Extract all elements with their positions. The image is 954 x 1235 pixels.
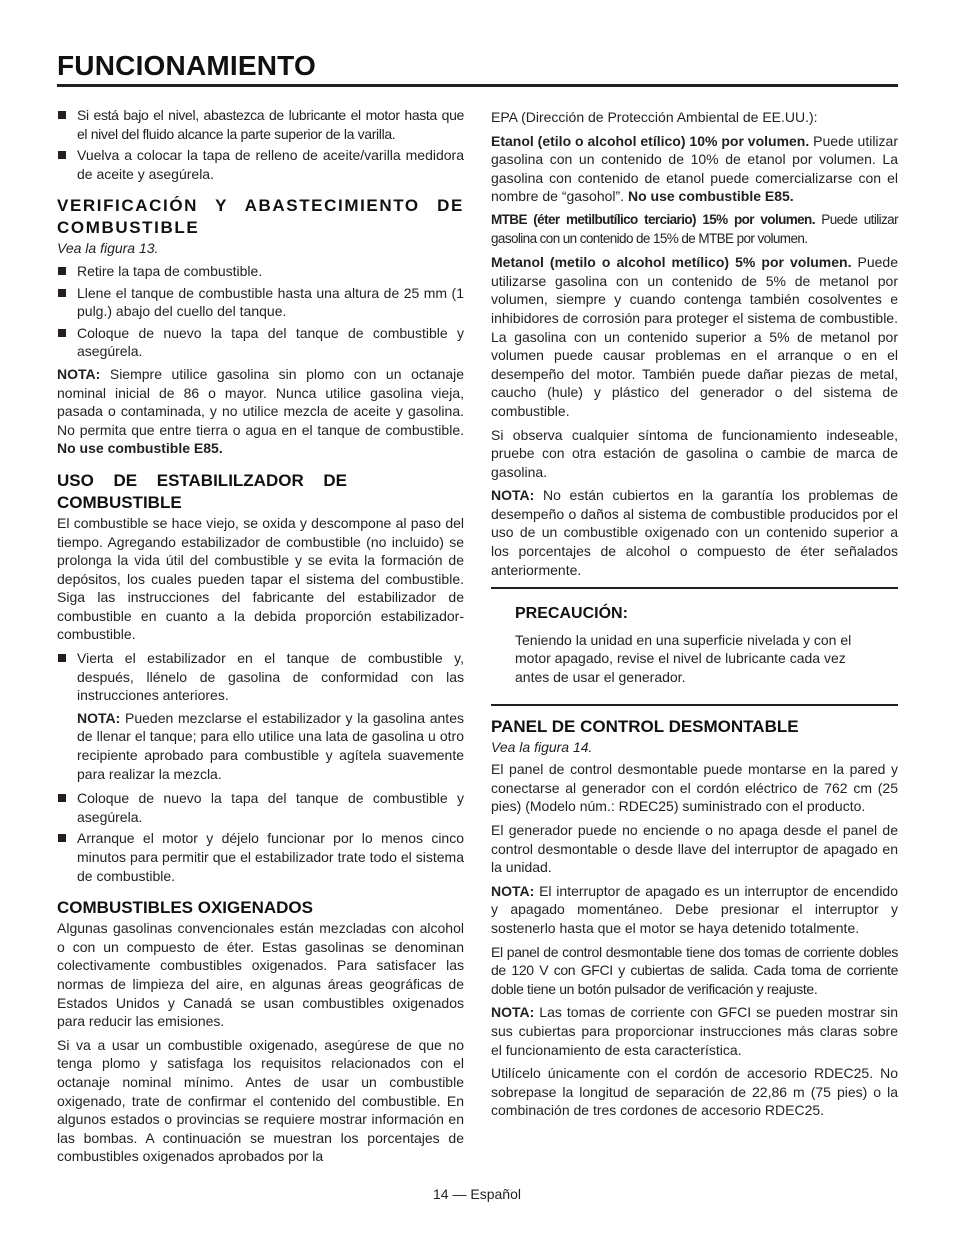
fuel-section bbox=[57, 195, 464, 458]
panel-paragraph: Utilícelo únicamente con el cordón de accesorio RDEC25. No sobrepase la longitud de separación de 22,86 m (75 pies) o la combinación de tres cordones de accesorio RDEC25. bbox=[491, 1065, 898, 1119]
note-label: NOTA: bbox=[57, 365, 101, 382]
bullet-square-icon bbox=[58, 151, 66, 159]
section-heading: PANEL DE CONTROL DESMONTABLE bbox=[491, 716, 799, 736]
figure-reference: Vea la figura 14. bbox=[491, 738, 593, 755]
note-label: NOTA: bbox=[491, 882, 535, 899]
bullet-square-icon bbox=[58, 111, 66, 119]
oxygenated-paragraph: Si va a usar un combustible oxigenado, asegúrese de que no tenga plomo y satisfaga los requisitos relacionados con el octanaje nominal mínimo. Antes de usar un combustible oxigenado, trate de confirmar el contenido del combustible. En algunos estados o provincias se requiere mostrar información en las bombas. A continuación se muestran los porcentajes de combustibles oxigenados aprobados por la bbox=[57, 1036, 464, 1165]
list-item bbox=[57, 106, 464, 143]
bullet-square-icon bbox=[58, 834, 66, 842]
note-text: El interruptor de apagado es un interruptor de encendido y apagado momentáneo. Debe presionar el interruptor y sostenerlo hasta que el motor se haya detenido totalmente. bbox=[491, 882, 898, 936]
list-item bbox=[57, 789, 464, 826]
bullet-text: Retire la tapa de combustible. bbox=[77, 262, 263, 279]
ethanol-paragraph bbox=[491, 132, 898, 206]
oxygenated-section bbox=[57, 897, 464, 1166]
oxygenated-paragraph: Algunas gasolinas convencionales están mezcladas con alcohol o con un compuesto de éter. Estas gasolinas se denominan colectivamente combustibles oxigenados. Para satisfacer las normas de limpieza del aire, en algunas áreas geográficas de Estados Unidos y Canadá se usan combustibles oxigenados para reducir las emisiones. bbox=[57, 920, 464, 1030]
stabilizer-intro: El combustible se hace viejo, se oxida y descompone al paso del tiempo. Agregando estabilizador de combustible (no incluido) se prolonga la vida útil del combustible y se evita la formación de depósitos, los cuales pueden tapar el sistema del combustible. Siga las instrucciones del fabricante del estabilizador de combustible en cuanto a la debida proporción estabilizador-combustible. bbox=[57, 514, 464, 643]
caution-bottom-rule bbox=[491, 704, 898, 706]
methanol-text: Puede utilizarse gasolina con un contenido de 5% de metanol por volumen, siempre y cuando contenga también cosolventes e inhibidores de corrosión para proteger el sistema de combustible. La gasolina con un contenido superior a 5% de metanol por volumen puede causar problemas en el arranque o en el desempeño del motor. También puede dañar piezas de metal, caucho (hule) y plástico del generador o del sistema de combustible. bbox=[491, 254, 898, 419]
figure-reference: Vea la figura 13. bbox=[57, 240, 159, 257]
bullet-text: Si está bajo el nivel, abastezca de lubricante el motor hasta que el nivel del fluido alcance la parte superior de la varilla. bbox=[77, 107, 464, 142]
fuel-note bbox=[57, 365, 464, 458]
fuel-bullet-list bbox=[57, 262, 464, 361]
page-footer: 14 — Español bbox=[433, 1186, 521, 1202]
bullet-text: Llene el tanque de combustible hasta una altura de 25 mm (1 pulg.) abajo del cuello del tanque. bbox=[77, 284, 464, 320]
note-text: Las tomas de corriente con GFCI se pueden mostrar sin sus cubiertas para proporcionar instrucciones más claras sobre el funcionamiento de esta característica. bbox=[491, 1004, 898, 1058]
note-warning: No use combustible E85. bbox=[57, 440, 223, 457]
caution-text: Teniendo la unidad en una superficie nivelada y con el motor apagado, revise el nivel de lubricante cada vez antes de usar el generador. bbox=[515, 631, 852, 686]
stabilizer-note bbox=[77, 709, 464, 783]
panel-note bbox=[491, 1003, 898, 1059]
section-heading: COMBUSTIBLES OXIGENADOS bbox=[57, 898, 313, 918]
bullet-square-icon bbox=[58, 289, 66, 297]
section-heading: VERIFICACIÓN Y ABASTECIMIENTO DE COMBUSTIBLE bbox=[57, 196, 464, 238]
mtbe-text: Puede utilizar gasolina con un contenido de 15% de MTBE por volumen. bbox=[491, 211, 898, 246]
caution-box bbox=[491, 589, 898, 703]
list-item bbox=[57, 262, 464, 281]
list-item bbox=[57, 146, 464, 183]
stabilizer-bullet-list bbox=[57, 649, 464, 705]
bullet-square-icon bbox=[58, 654, 66, 662]
bullet-square-icon bbox=[58, 794, 66, 802]
bullet-text: Coloque de nuevo la tapa del tanque de combustible y asegúrela. bbox=[77, 790, 464, 825]
panel-paragraph: El generador puede no enciende o no apaga desde el panel de control desmontable o desde llave del interruptor de apagado en la unidad. bbox=[491, 822, 898, 876]
panel-note bbox=[491, 882, 898, 938]
methanol-label: Metanol (metilo o alcohol metílico) 5% por volumen. bbox=[491, 254, 852, 271]
methanol-paragraph bbox=[491, 253, 898, 420]
panel-paragraph: El panel de control desmontable tiene dos tomas de corriente dobles de 120 V con GFCI y cubiertas de salida. Cada toma de corriente doble tiene un botón pulsador de verificación y reajuste. bbox=[491, 943, 898, 997]
ethanol-text: Puede utilizar gasolina con un contenido de 10% de etanol por volumen. La gasolina con contenido de etanol puede comercializarse con el nombre de “gasohol”. bbox=[491, 132, 898, 205]
mtbe-label: MTBE (éter metilbutílico terciario) 15% por volumen. bbox=[491, 211, 815, 227]
list-item bbox=[57, 324, 464, 361]
epa-line: EPA (Dirección de Protección Ambiental de EE.UU.): bbox=[491, 109, 818, 125]
stabilizer-section bbox=[57, 470, 464, 885]
note-label: NOTA: bbox=[491, 487, 535, 504]
warranty-note bbox=[491, 486, 898, 579]
title-rule bbox=[57, 84, 898, 87]
list-item bbox=[57, 829, 464, 885]
list-item bbox=[57, 649, 464, 705]
bullet-text: Coloque de nuevo la tapa del tanque de combustible y asegúrela. bbox=[77, 324, 464, 360]
note-label: NOTA: bbox=[491, 1004, 535, 1021]
note-text: No están cubiertos en la garantía los problemas de desempeño o daños al sistema de combustible producidos por el uso de un combustible oxigenado con un contenido superior a los porcentajes de alcohol o compuesto de éter señalados anteriormente. bbox=[491, 487, 898, 578]
bullet-text: Vuelva a colocar la tapa de relleno de aceite/varilla medidora de aceite y asegúrela. bbox=[77, 147, 464, 182]
ethanol-warning: No use combustible E85. bbox=[627, 188, 794, 205]
note-text: Siempre utilice gasolina sin plomo con un octanaje nominal inicial de 86 o mayor. Nunca utilice gasolina vieja, pasada o contaminada, y no utilice mezcla de aceite y gasolina. No permita que entre tierra o agua en el tanque de combustible. bbox=[57, 365, 464, 438]
section-heading: USO DE ESTABILILZADOR DE COMBUSTIBLE bbox=[57, 470, 347, 512]
ethanol-label: Etanol (etilo o alcohol etílico) 10% por volumen. bbox=[491, 132, 810, 149]
symptom-paragraph: Si observa cualquier síntoma de funcionamiento indeseable, pruebe con otra estación de gasolina o cambie de marca de gasolina. bbox=[491, 426, 898, 480]
panel-paragraph: El panel de control desmontable puede montarse en la pared y conectarse al generador con el cordón eléctrico de 762 cm (25 pies) (Modelo núm.: RDEC25) suministrado con el producto. bbox=[491, 761, 898, 815]
panel-section bbox=[491, 716, 898, 1120]
note-text: Pueden mezclarse el estabilizador y la gasolina antes de llenar el tanque; para ello utilice una lata de gasolina u otro recipiente aprobado para combustible y agítela suavemente para realizar la mezcla. bbox=[77, 709, 464, 782]
list-item bbox=[57, 284, 464, 321]
page-title: FUNCIONAMIENTO bbox=[57, 50, 316, 81]
top-bullet-list bbox=[57, 106, 464, 183]
right-column bbox=[491, 108, 898, 1125]
bullet-square-icon bbox=[58, 267, 66, 275]
note-label: NOTA: bbox=[77, 709, 121, 726]
bullet-square-icon bbox=[58, 329, 66, 337]
bullet-text: Arranque el motor y déjelo funcionar por lo menos cinco minutos para permitir que el estabilizador trate todo el sistema de combustible. bbox=[77, 830, 464, 884]
bullet-text: Vierta el estabilizador en el tanque de combustible y, después, llénelo de gasolina de conformidad con las instrucciones anteriores. bbox=[77, 650, 464, 704]
caution-heading: PRECAUCIÓN: bbox=[515, 605, 628, 623]
left-column bbox=[57, 106, 464, 1171]
mtbe-paragraph bbox=[491, 211, 898, 248]
stabilizer-bullet-list-2 bbox=[57, 789, 464, 885]
